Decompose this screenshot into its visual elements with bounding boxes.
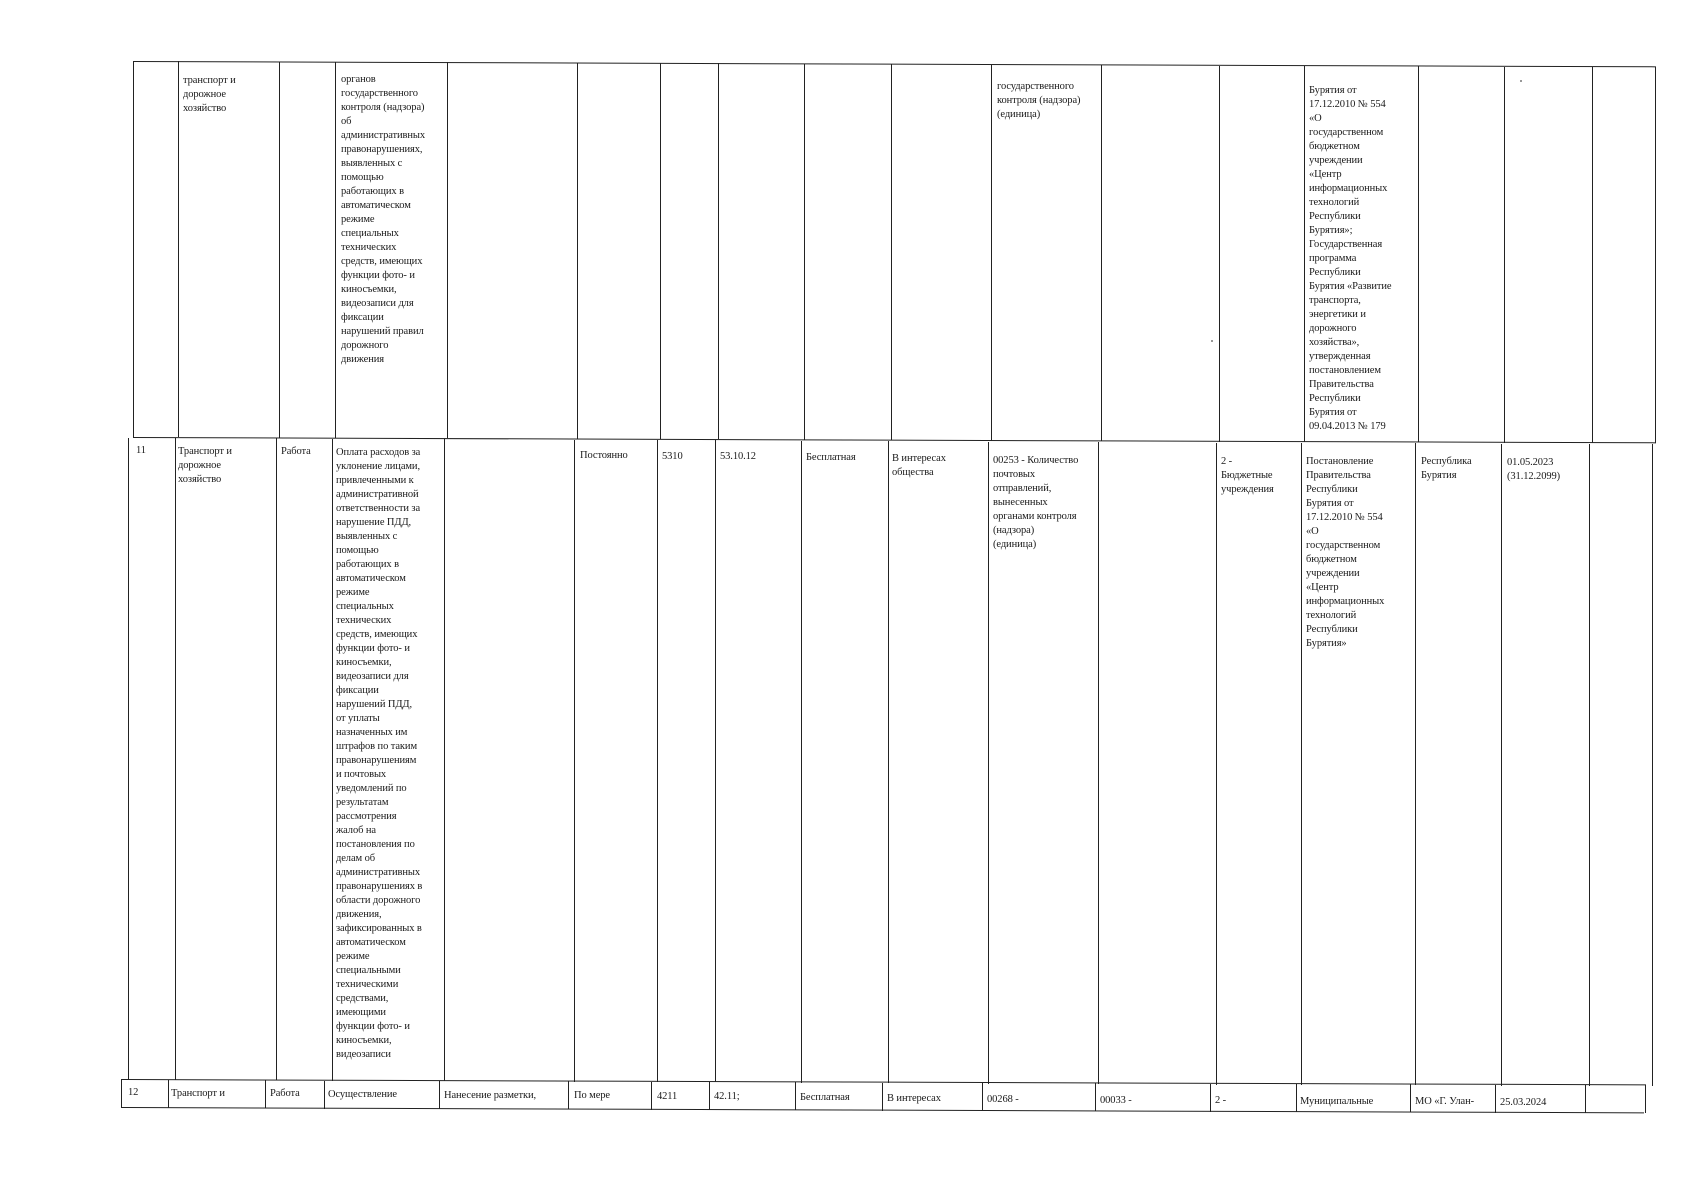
row-11-code1: 5310 [662, 451, 683, 462]
column-divider [133, 61, 134, 437]
column-divider [1296, 1084, 1297, 1112]
row-11-interest: В интересах общества [892, 453, 946, 478]
column-divider [891, 64, 892, 440]
column-divider [335, 62, 336, 438]
table-top-border [133, 61, 1656, 67]
row-12-code2: 42.11; [714, 1091, 740, 1102]
column-divider [1210, 1084, 1211, 1112]
column-divider [709, 1082, 710, 1110]
column-divider [279, 62, 280, 438]
column-divider [801, 441, 802, 1083]
scan-speck [1520, 80, 1522, 82]
column-divider [178, 61, 179, 437]
row-11-type: Работа [281, 446, 311, 457]
column-divider [265, 1080, 266, 1108]
row-continuation-indicator: государственного контроля (надзора) (единица) [997, 81, 1081, 120]
row-12-indicator2: 00033 - [1100, 1095, 1132, 1106]
row-11-legal-basis: Постановление Правительства Республики Бурятия от 17.12.2010 № 554 «О государственном бюджетном учреждении «Центр информационных технологий Республики Бурятия» [1306, 456, 1385, 649]
column-divider [1301, 443, 1302, 1085]
row-12-owner: МО «Г. Улан- [1415, 1096, 1474, 1107]
column-divider [128, 438, 129, 1080]
scan-speck [1211, 340, 1213, 342]
column-divider [444, 439, 445, 1081]
column-divider [168, 1080, 169, 1108]
column-divider [988, 442, 989, 1084]
column-divider [1095, 1083, 1096, 1111]
column-divider [795, 1082, 796, 1110]
row-divider [121, 1079, 1646, 1085]
column-divider [1101, 65, 1102, 441]
column-divider [1219, 66, 1220, 442]
row-12-frequency: По мере [574, 1090, 610, 1101]
row-11-owner: Республика Бурятия [1421, 456, 1472, 481]
row-12-interest: В интересах [887, 1093, 941, 1104]
row-12-payment: Бесплатная [800, 1092, 850, 1103]
row-11-sphere: Транспорт и дорожное хозяйство [178, 446, 232, 485]
column-divider [574, 440, 575, 1082]
column-divider [568, 1081, 569, 1109]
column-divider [577, 63, 578, 439]
row-11-institutions: 2 - Бюджетные учреждения [1221, 456, 1274, 495]
column-divider [175, 438, 176, 1080]
row-11-date: 01.05.2023 (31.12.2099) [1507, 457, 1561, 482]
column-divider [447, 62, 448, 438]
row-11-code2: 53.10.12 [720, 451, 756, 462]
column-divider [332, 439, 333, 1081]
column-divider [1585, 1085, 1586, 1113]
table-right-border [1652, 444, 1653, 1086]
row-continuation-legal-basis: Бурятия от 17.12.2010 № 554 «О государственном бюджетном учреждении «Центр информационных технологий Республики Бурятия»; Государственная программа Республики Бурятия «Развитие транспорта, энергетики и дорожного хозяйства», утвержденная постановлением Правительства Республики Бурятия от 09.04.2013 № 179 [1309, 85, 1392, 432]
column-divider [439, 1081, 440, 1109]
column-divider [1216, 443, 1217, 1085]
row-12-content: Нанесение разметки, [444, 1090, 537, 1101]
column-divider [804, 64, 805, 440]
row-12-legal-basis: Муниципальные [1300, 1096, 1374, 1107]
column-divider [1418, 66, 1419, 442]
column-divider [1501, 444, 1502, 1086]
row-12-date: 25.03.2024 [1500, 1097, 1547, 1108]
column-divider [718, 63, 719, 439]
row-11-indicator: 00253 - Количество почтовых отправлений, вынесенных органами контроля (надзора) (единица) [993, 455, 1079, 550]
row-12-number: 12 [128, 1087, 139, 1098]
column-divider [1098, 442, 1099, 1084]
column-divider [888, 441, 889, 1083]
column-divider [991, 65, 992, 441]
table-right-border [1645, 1085, 1646, 1113]
column-divider [1495, 1085, 1496, 1113]
column-divider [715, 440, 716, 1082]
column-divider [324, 1081, 325, 1109]
row-11-frequency: Постоянно [580, 450, 628, 461]
row-12-institutions: 2 - [1215, 1095, 1227, 1106]
row-divider [133, 437, 1656, 443]
table-right-border [1655, 67, 1656, 443]
row-continuation-sphere: транспорт и дорожное хозяйство [183, 75, 236, 114]
column-divider [1415, 443, 1416, 1085]
column-divider [1589, 444, 1590, 1086]
column-divider [121, 1080, 122, 1108]
column-divider [657, 440, 658, 1082]
row-12-sphere: Транспорт и [171, 1088, 225, 1099]
column-divider [651, 1082, 652, 1110]
row-12-code1: 4211 [657, 1091, 678, 1102]
column-divider [982, 1083, 983, 1111]
row-11-name: Оплата расходов за уклонение лицами, привлеченными к административной ответственности за нарушение ПДД, выявленных с помощью работающих в автоматическом режиме специальных технических средств, имеющих функции фото- и киносъемки, видеозаписи для фиксации нарушений ПДД, от уплаты назначенных им штрафов по таким правонарушениям и почтовых уведомлений по результатам рассмотрения жалоб на постановления по делам об административных правонарушениях в области дорожного движения, зафиксированных в автоматическом режиме специальными техническими средствами, имеющими функции фото- и киносъемки, видеозаписи [336, 447, 423, 1060]
row-11-number: 11 [136, 445, 146, 456]
row-12-type: Работа [270, 1088, 300, 1099]
column-divider [882, 1083, 883, 1111]
row-continuation-name: органов государственного контроля (надзора) об административных правонарушениях, выявленных с помощью работающих в автоматическом режиме специальных технических средств, имеющих функции фото- и киносъемки, видеозаписи для фиксации нарушений правил дорожного движения [341, 74, 426, 365]
column-divider [660, 63, 661, 439]
row-12-name: Осуществление [328, 1089, 397, 1100]
row-11-payment: Бесплатная [806, 452, 856, 463]
row-12-indicator: 00268 - [987, 1094, 1019, 1105]
column-divider [1410, 1084, 1411, 1112]
column-divider [1504, 67, 1505, 443]
column-divider [276, 438, 277, 1080]
column-divider [1592, 67, 1593, 443]
column-divider [1304, 66, 1305, 442]
